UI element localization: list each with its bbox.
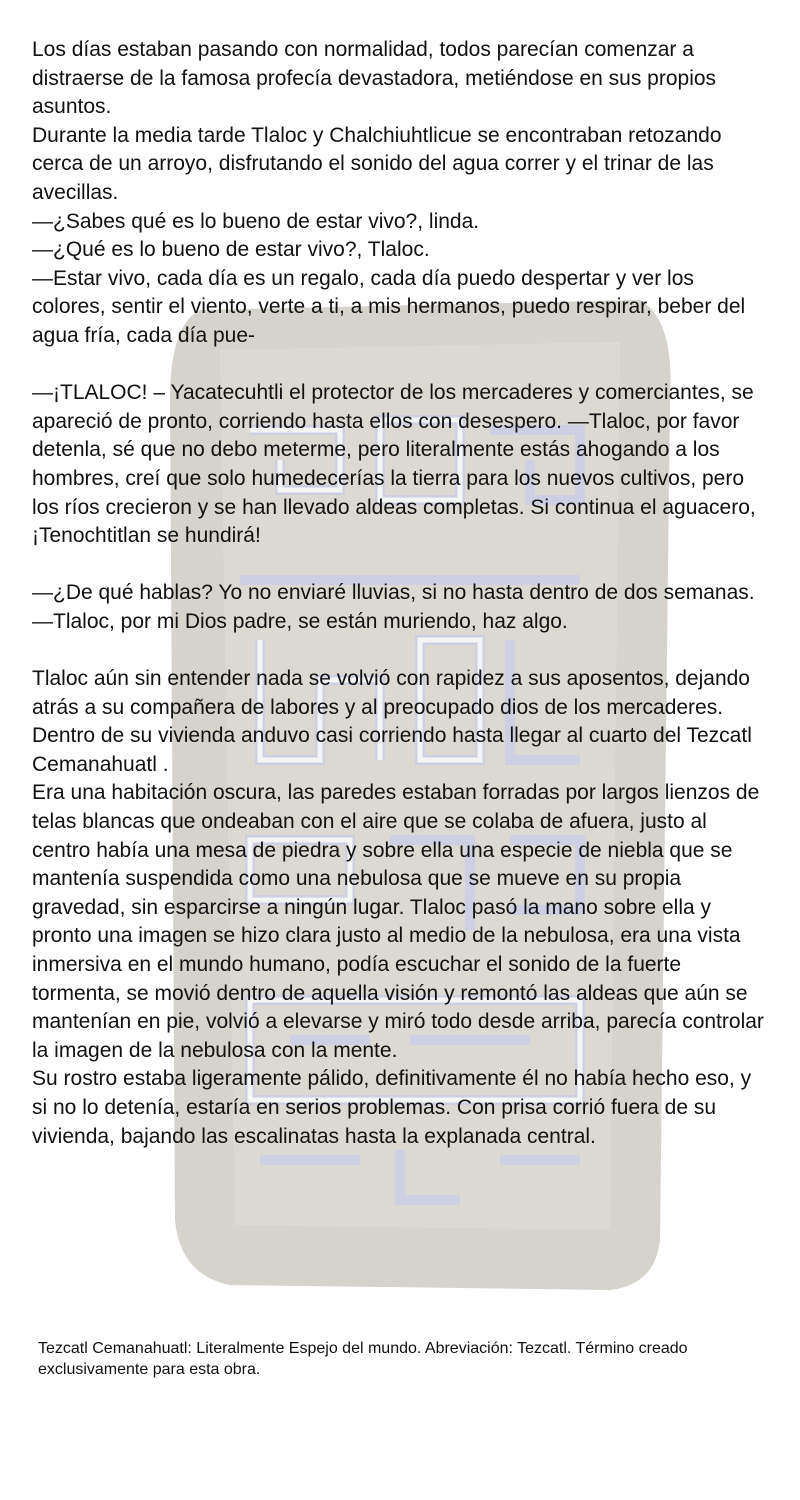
dialogue-line: —¿Sabes qué es lo bueno de estar vivo?, linda. bbox=[32, 209, 480, 233]
paragraph-gap bbox=[32, 351, 768, 380]
paragraph: Era una habitación oscura, las paredes estaban forradas por largos lienzos de telas blancas que ondeaban con el aire que se colaba de afuera, justo al centro había una mesa de piedra y sobre ella una especie de niebla que se mantenía suspendida como una nebulosa que se mueve en su propia gravedad, sin esparcirse a ningún lugar. Tlaloc pasó la mano sobre ella y pronto una imagen se hizo clara justo al medio de la nebulosa, era una vista inmersiva en el mundo humano, podía escuchar el sonido de la fuerte tormenta, se movió dentro de aquella visión y remontó las aldeas que aún se mantenían en pie, volvió a elevarse y miró todo desde arriba, parecía controlar la imagen de la nebulosa con la mente. bbox=[32, 781, 764, 1062]
dialogue-line: —¿Qué es lo bueno de estar vivo?, Tlaloc. bbox=[32, 238, 430, 262]
dialogue-line: —Estar vivo, cada día es un regalo, cada día puedo despertar y ver los colores, sentir el viento, verte a ti, a mis hermanos, puedo respirar, beber del agua fría, cada día pue- bbox=[32, 266, 746, 347]
dialogue-line: —Tlaloc, por mi Dios padre, se están muriendo, haz algo. bbox=[32, 609, 568, 633]
paragraph: Su rostro estaba ligeramente pálido, definitivamente él no había hecho eso, y si no lo detenía, estaría en serios problemas. Con prisa corrió fuera de su vivienda, bajando las escalinatas hasta la explanada central. bbox=[32, 1067, 752, 1148]
paragraph: Los días estaban pasando con normalidad, todos parecían comenzar a distraerse de la famosa profecía devastadora, metiéndose en sus propios asuntos. bbox=[32, 38, 717, 119]
dialogue-line: —¿De qué hablas? Yo no enviaré lluvias, si no hasta dentro de dos semanas. bbox=[32, 581, 755, 605]
paragraph-gap bbox=[32, 551, 768, 580]
footnote: Tezcatl Cemanahuatl: Literalmente Espejo del mundo. Abreviación: Tezcatl. Término creado exclusivamente para esta obra. bbox=[38, 1340, 688, 1378]
paragraph-gap bbox=[32, 636, 768, 665]
dialogue-line: —¡TLALOC! – Yacatecuhtli el protector de los mercaderes y comerciantes, se apareció de pronto, corriendo hasta ellos con desespero. —Tlaloc, por favor detenla, sé que no debo meterme, pero literalmente estás ahogando a los hombres, creí que solo humedecerías la tierra para los nuevos cultivos, pero los ríos crecieron y se han llevado aldeas completas. Si continua el aguacero, ¡Tenochtitlan se hundirá! bbox=[32, 381, 756, 548]
paragraph: Tlaloc aún sin entender nada se volvió con rapidez a sus aposentos, dejando atrás a su compañera de labores y al preocupado dios de los mercaderes. Dentro de su vivienda anduvo casi corriendo hasta llegar al cuarto del Tezcatl Cemanahuatl . bbox=[32, 667, 752, 776]
paragraph: Durante la media tarde Tlaloc y Chalchiuhtlicue se encontraban retozando cerca de un arroyo, disfrutando el sonido del agua correr y el trinar de las avecillas. bbox=[32, 123, 722, 204]
story-text bbox=[32, 36, 768, 1151]
